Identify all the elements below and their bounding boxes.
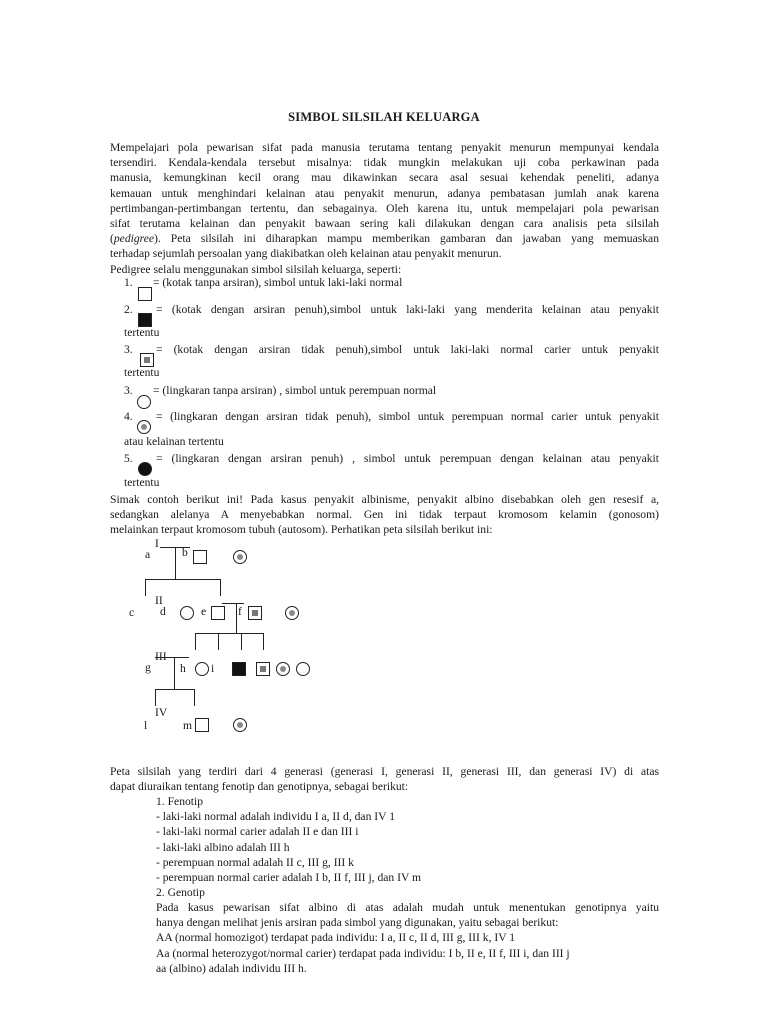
circle-carrier-icon xyxy=(137,420,151,434)
symbol-num: 1. xyxy=(124,276,133,289)
symbol-desc: = (kotak dengan arsiran penuh),simbol untuk laki-laki yang menderita kelainan atau penyakit xyxy=(156,303,659,316)
individual-circle-carrier xyxy=(276,662,290,676)
individual-square-carrier xyxy=(248,606,262,620)
child-line xyxy=(145,579,146,596)
symbol-desc-cont: tertentu xyxy=(124,476,160,489)
fenotip-section xyxy=(156,794,421,900)
marriage-line xyxy=(222,603,244,604)
symbol-desc: = (kotak tanpa arsiran), simbol untuk laki-laki normal xyxy=(153,276,403,289)
analysis-line: Peta silsilah yang terdiri dari 4 generasi (generasi I, generasi II, generasi III, dan generasi IV) di atas xyxy=(110,765,659,778)
intro-line: sifat terutama kelainan dan penyakit bawaan sering kali dilakukan dengan cara analisis peta silsilah xyxy=(110,216,659,230)
child-line xyxy=(220,579,221,596)
descent-line xyxy=(174,657,175,689)
intro-line: pertimbangan-pertimbangan tertentu, dan sebagainya. Oleh karena itu, untuk mempelajari pola pewarisan xyxy=(110,201,659,215)
intro-line: Mempelajari pola pewarisan sifat pada manusia terutama tentang penyakit menurun mempunyai kendala xyxy=(110,141,659,154)
example-line: sedangkan alelanya A menyebabkan normal. Gen ini tidak terpaut kromosom kelamin (gonosom) xyxy=(110,508,659,522)
symbol-desc: = (lingkaran tanpa arsiran) , simbol untuk perempuan normal xyxy=(153,384,437,397)
analysis-line: dapat diuraikan tentang fenotip dan genotipnya, sebagai berikut: xyxy=(110,780,409,794)
individual-square-carrier xyxy=(256,662,270,676)
label-a: a xyxy=(145,548,151,561)
fenotip-item: - laki-laki normal adalah individu I a, II d, dan IV 1 xyxy=(156,810,395,824)
child-line xyxy=(194,689,195,706)
gen-label-4: IV xyxy=(155,706,168,719)
intro-line: tersendiri. Kendala-kendala tersebut misalnya: tidak mungkin melakukan uji coba perkawinan pada xyxy=(110,156,659,170)
label-g: g xyxy=(145,661,151,674)
intro-line: manusia, kemungkinan kecil orang mau dikawinkan secara asal sesuai kehendak peneliti, adanya xyxy=(110,171,659,185)
individual-circle-normal xyxy=(195,662,209,676)
symbol-num: 2. xyxy=(124,303,133,316)
symbol-desc: = (lingkaran dengan arsiran penuh) , simbol untuk perempuan dengan kelainan atau penyakit xyxy=(156,452,659,465)
child-line xyxy=(241,633,242,650)
marriage-line xyxy=(155,657,189,658)
example-line: melainkan terpaut kromosom tubuh (autosom). Perhatikan peta silsilah berikut ini: xyxy=(110,523,493,537)
intro-line: terhadap sejumlah persoalan yang diakibatkan oleh kelainan atau penyakit menurun. xyxy=(110,247,502,261)
individual-circle-normal xyxy=(180,606,194,620)
intro-line: kemauan untuk menghindari kelainan atau penyakit menurun, adanya pembatasan jumlah anak karena xyxy=(110,186,659,200)
descent-line xyxy=(236,603,237,634)
descent-line xyxy=(175,547,176,580)
symbol-num: 3. xyxy=(124,384,133,397)
symbol-desc-cont: atau kelainan tertentu xyxy=(124,435,224,448)
intro-line-pedigree: (pedigree). Peta silsilah ini diharapkan mampu memberikan gambaran dan jawaban yang memuaskan xyxy=(110,232,659,246)
individual-circle-normal xyxy=(296,662,310,676)
genotip-item: aa (albino) adalah individu III h. xyxy=(156,961,307,975)
fenotip-item: - laki-laki normal carier adalah II e dan III i xyxy=(156,825,359,839)
label-i: i xyxy=(211,662,215,675)
square-carrier-icon xyxy=(140,353,154,367)
pedigree-term: pedigree xyxy=(113,232,155,246)
gen-label-2: II xyxy=(155,594,163,607)
child-line xyxy=(195,633,196,650)
label-m: m xyxy=(183,719,193,732)
circle-filled-icon xyxy=(138,462,152,476)
symbol-desc: = (lingkaran dengan arsiran tidak penuh), simbol untuk perempuan normal carier untuk penyakit xyxy=(156,410,659,423)
gen-label-1: I xyxy=(155,537,159,550)
genotip-title: 2. Genotip xyxy=(156,886,205,900)
symbol-num: 5. xyxy=(124,452,133,465)
square-empty-icon xyxy=(138,287,152,301)
intro-line-rest: ). Peta silsilah ini diharapkan mampu memberikan gambaran dan jawaban yang memuaskan xyxy=(154,232,659,246)
child-line xyxy=(155,689,156,706)
child-line xyxy=(263,633,264,650)
symbol-desc-cont: tertentu xyxy=(124,366,160,379)
label-h: h xyxy=(180,662,186,675)
genotip-paragraph xyxy=(156,900,659,976)
label-e: e xyxy=(201,605,207,618)
symbol-num: 3. xyxy=(124,343,133,356)
sibship-line xyxy=(145,579,221,580)
analysis-paragraph xyxy=(110,764,659,794)
label-b: b xyxy=(182,546,188,559)
genotip-line: Pada kasus pewarisan sifat albino di atas adalah mudah untuk menentukan genotipnya yaitu xyxy=(156,901,659,914)
individual-circle-carrier xyxy=(233,718,247,732)
fenotip-title: 1. Fenotip xyxy=(156,795,204,808)
genotip-item: Aa (normal heterozygot/normal carier) terdapat pada individu: I b, II e, II f, III i, dan III j xyxy=(156,946,570,960)
genotip-line: hanya dengan melihat jenis arsiran pada simbol yang digunakan, yaitu sebagai berikut: xyxy=(156,916,559,930)
individual-square-normal xyxy=(211,606,225,620)
intro-paragraph xyxy=(110,140,659,277)
symbols-intro: Pedigree selalu menggunakan simbol silsilah keluarga, seperti: xyxy=(110,262,402,276)
square-filled-icon xyxy=(138,313,152,327)
label-c: c xyxy=(129,606,135,619)
symbol-desc-cont: tertentu xyxy=(124,326,160,339)
label-l: l xyxy=(144,719,148,732)
sibship-line xyxy=(195,633,264,634)
circle-empty-icon xyxy=(137,395,151,409)
label-d: d xyxy=(160,605,166,618)
child-line xyxy=(218,633,219,650)
individual-square-normal xyxy=(195,718,209,732)
individual-circle-carrier xyxy=(233,550,247,564)
label-f: f xyxy=(238,605,242,618)
individual-circle-carrier xyxy=(285,606,299,620)
fenotip-item: - laki-laki albino adalah III h xyxy=(156,840,290,854)
symbol-desc: = (kotak dengan arsiran tidak penuh),simbol untuk laki-laki normal carier untuk penyakit xyxy=(156,343,659,356)
example-paragraph xyxy=(110,492,659,538)
sibship-line xyxy=(155,689,195,690)
individual-square-affected xyxy=(232,662,246,676)
page-title: SIMBOL SILSILAH KELUARGA xyxy=(288,110,480,124)
individual-square-normal xyxy=(193,550,207,564)
genotip-item: AA (normal homozigot) terdapat pada individu: I a, II c, II d, III g, III k, IV 1 xyxy=(156,931,516,945)
symbol-num: 4. xyxy=(124,410,133,423)
fenotip-item: - perempuan normal adalah II c, III g, III k xyxy=(156,855,354,869)
example-line: Simak contoh berikut ini! Pada kasus penyakit albinisme, penyakit albino disebabkan oleh gen resesif a, xyxy=(110,493,659,506)
fenotip-item: - perempuan normal carier adalah I b, II f, III j, dan IV m xyxy=(156,871,422,885)
